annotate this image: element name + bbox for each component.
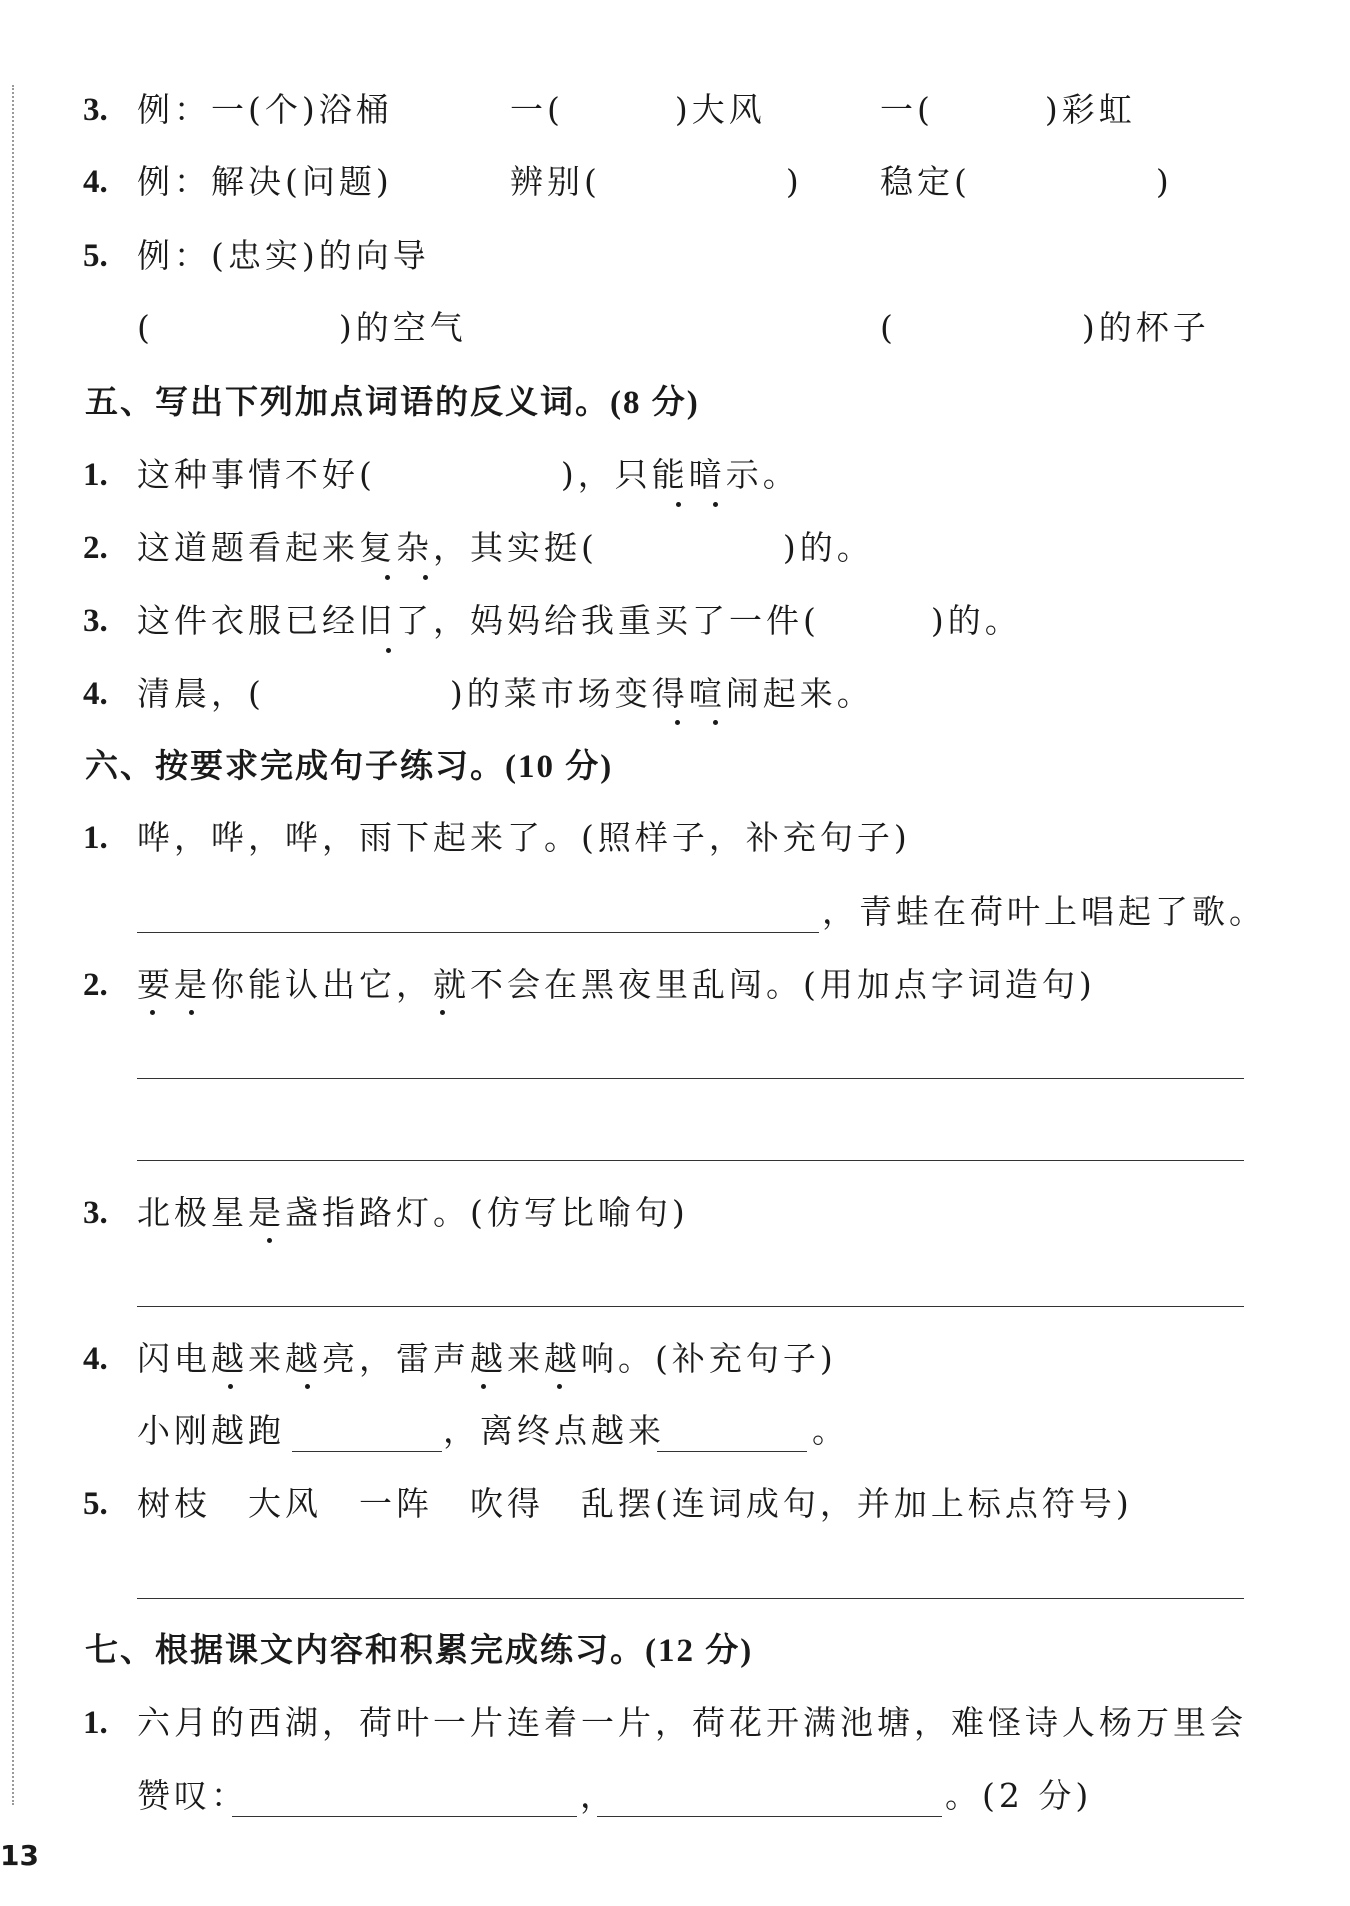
section-heading: 六、按要求完成句子练习。(10 分) — [85, 746, 614, 785]
answer-line[interactable] — [597, 1816, 942, 1817]
emphasis-dot — [189, 1010, 194, 1015]
emphasis-dot — [305, 1384, 310, 1389]
answer-line[interactable] — [292, 1451, 442, 1452]
page-number: 13 — [0, 1839, 39, 1872]
answer-line[interactable] — [137, 1160, 1244, 1161]
binding-margin — [12, 85, 14, 1805]
answer-blank[interactable]: ( )的空气 — [137, 308, 467, 347]
emphasis-dot — [675, 720, 680, 725]
answer-line[interactable] — [232, 1816, 577, 1817]
section-heading: 五、写出下列加点词语的反义词。(8 分) — [85, 382, 700, 421]
emphasis-dot — [557, 1384, 562, 1389]
emphasis-dot — [228, 1384, 233, 1389]
emphasis-dot — [423, 575, 428, 580]
emphasis-dot — [713, 502, 718, 507]
emphasis-dot — [150, 1010, 155, 1015]
answer-line[interactable] — [137, 932, 819, 933]
emphasis-dot — [385, 575, 390, 580]
answer-blank[interactable]: 一( )彩虹 — [880, 90, 1136, 129]
emphasis-dot — [267, 1238, 272, 1243]
answer-line[interactable] — [137, 1078, 1244, 1079]
answer-line[interactable] — [657, 1451, 807, 1452]
answer-blank[interactable]: 一( )大风 — [510, 90, 766, 129]
emphasis-dot — [440, 1010, 445, 1015]
emphasis-dot — [386, 648, 391, 653]
section-heading: 七、根据课文内容和积累完成练习。(12 分) — [85, 1630, 754, 1669]
answer-blank[interactable]: 辨别( ) — [510, 162, 803, 201]
emphasis-dot — [676, 502, 681, 507]
answer-line[interactable] — [137, 1598, 1244, 1599]
answer-blank[interactable]: 稳定( ) — [880, 162, 1173, 201]
emphasis-dot — [713, 720, 718, 725]
answer-line[interactable] — [137, 1306, 1244, 1307]
emphasis-dot — [481, 1384, 486, 1389]
answer-blank[interactable]: ( )的杯子 — [880, 308, 1210, 347]
